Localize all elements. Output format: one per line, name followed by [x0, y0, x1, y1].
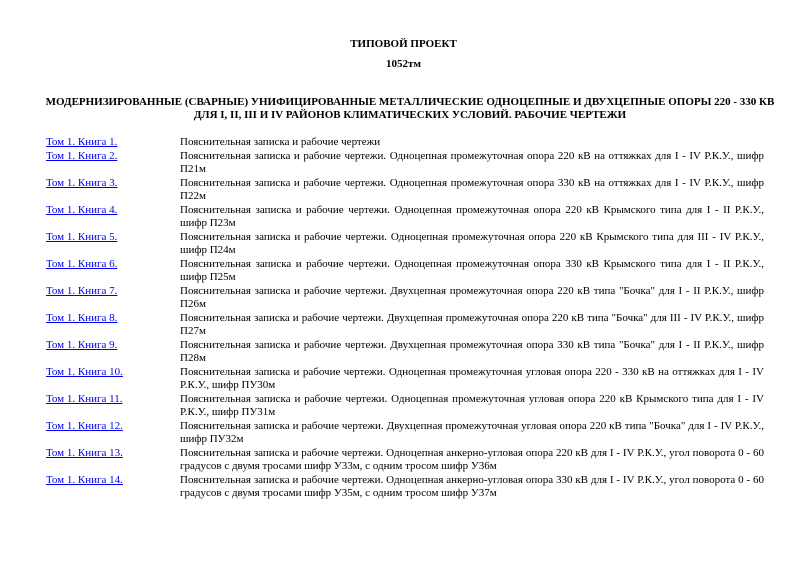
list-item — [46, 204, 764, 230]
book-description: Пояснительная записка и рабочие чертежи. Одноцепная промежуточная угловая опора 220 кВ Крымского типа для I - IV Р.К.У., шифр ПУ31м — [180, 393, 764, 418]
book-description: Пояснительная записка и рабочие чертежи. Двухцепная промежуточная опора 220 кВ типа "Бочка" для III - IV Р.К.У., шифр П27м — [180, 312, 764, 337]
book-link[interactable]: Том 1. Книга 7. — [46, 285, 118, 297]
book-description: Пояснительная записка и рабочие чертежи. Одноцепная промежуточная опора 330 кВ Крымского типа для I - II Р.К.У., шифр П25м — [180, 258, 764, 283]
list-item — [46, 339, 764, 365]
list-item — [46, 312, 764, 338]
book-description: Пояснительная записка и рабочие чертежи. Одноцепная анкерно-угловая опора 330 кВ для I - IV Р.К.У., угол поворота 0 - 60 градусов с двумя тросами шифр У35м, с одним тросом шифр У37м — [180, 474, 764, 499]
list-item — [46, 285, 764, 311]
list-item — [46, 366, 764, 392]
project-number: 1052тм — [386, 58, 421, 70]
list-item — [46, 447, 764, 473]
list-item — [46, 231, 764, 257]
book-link[interactable]: Том 1. Книга 14. — [46, 474, 123, 486]
list-item — [46, 420, 764, 446]
book-link[interactable]: Том 1. Книга 4. — [46, 204, 118, 216]
list-item — [46, 177, 764, 203]
book-link[interactable]: Том 1. Книга 3. — [46, 177, 118, 189]
book-link[interactable]: Том 1. Книга 1. — [46, 136, 118, 148]
list-item — [46, 393, 764, 419]
book-description: Пояснительная записка и рабочие чертежи. Двухцепная промежуточная опора 220 кВ типа "Бочка" для I - II Р.К.У., шифр П26м — [180, 285, 764, 310]
book-description: Пояснительная записка и рабочие чертежи. Двухцепная промежуточная угловая опора 220 кВ типа "Бочка" для I - IV Р.К.У., шифр ПУ32м — [180, 420, 764, 445]
book-description: Пояснительная записка и рабочие чертежи. Двухцепная промежуточная опора 330 кВ типа "Бочка" для I - II Р.К.У., шифр П28м — [180, 339, 764, 364]
book-link[interactable]: Том 1. Книга 2. — [46, 150, 118, 162]
list-item — [46, 258, 764, 284]
book-description: Пояснительная записка и рабочие чертежи. Одноцепная промежуточная опора 220 кВ Крымского типа для I - II Р.К.У., шифр П23м — [180, 204, 764, 229]
book-link[interactable]: Том 1. Книга 11. — [46, 393, 123, 405]
book-description: Пояснительная записка и рабочие чертежи. Одноцепная промежуточная угловая опора 220 - 330 кВ на оттяжках для I - IV Р.К.У., шифр ПУ30м — [180, 366, 764, 391]
document-title: ТИПОВОЙ ПРОЕКТ — [350, 38, 457, 50]
book-description: Пояснительная записка и рабочие чертежи. Одноцепная промежуточная опора 220 кВ Крымского типа для III - IV Р.К.У., шифр П24м — [180, 231, 764, 256]
subtitle-line-2: ДЛЯ I, II, III И IV РАЙОНОВ КЛИМАТИЧЕСКИХ УСЛОВИЙ. РАБОЧИЕ ЧЕРТЕЖИ — [193, 109, 627, 121]
book-link[interactable]: Том 1. Книга 13. — [46, 447, 123, 459]
book-description: Пояснительная записка и рабочие чертежи. Одноцепная промежуточная опора 220 кВ на оттяжках для I - IV Р.К.У., шифр П21м — [180, 150, 764, 175]
book-link[interactable]: Том 1. Книга 12. — [46, 420, 123, 432]
subtitle-line-1: МОДЕРНИЗИРОВАННЫЕ (СВАРНЫЕ) УНИФИЦИРОВАННЫЕ МЕТАЛЛИЧЕСКИЕ ОДНОЦЕПНЫЕ И ДВУХЦЕПНЫЕ ОПОРЫ 220 - 330 КВ — [45, 96, 775, 108]
list-item — [46, 150, 764, 176]
book-description: Пояснительная записка и рабочие чертежи. Одноцепная анкерно-угловая опора 220 кВ для I - IV Р.К.У., угол поворота 0 - 60 градусов с двумя тросами шифр У33м, с одним тросом шифр У36м — [180, 447, 764, 472]
book-link[interactable]: Том 1. Книга 10. — [46, 366, 123, 378]
book-link[interactable]: Том 1. Книга 9. — [46, 339, 118, 351]
book-description: Пояснительная записка и рабочие чертежи — [180, 136, 381, 148]
list-item — [46, 136, 764, 149]
book-link[interactable]: Том 1. Книга 5. — [46, 231, 118, 243]
book-link[interactable]: Том 1. Книга 8. — [46, 312, 118, 324]
volume-list — [46, 136, 764, 501]
list-item — [46, 474, 764, 500]
book-description: Пояснительная записка и рабочие чертежи. Одноцепная промежуточная опора 330 кВ на оттяжках для I - IV Р.К.У., шифр П22м — [180, 177, 764, 202]
book-link[interactable]: Том 1. Книга 6. — [46, 258, 118, 270]
